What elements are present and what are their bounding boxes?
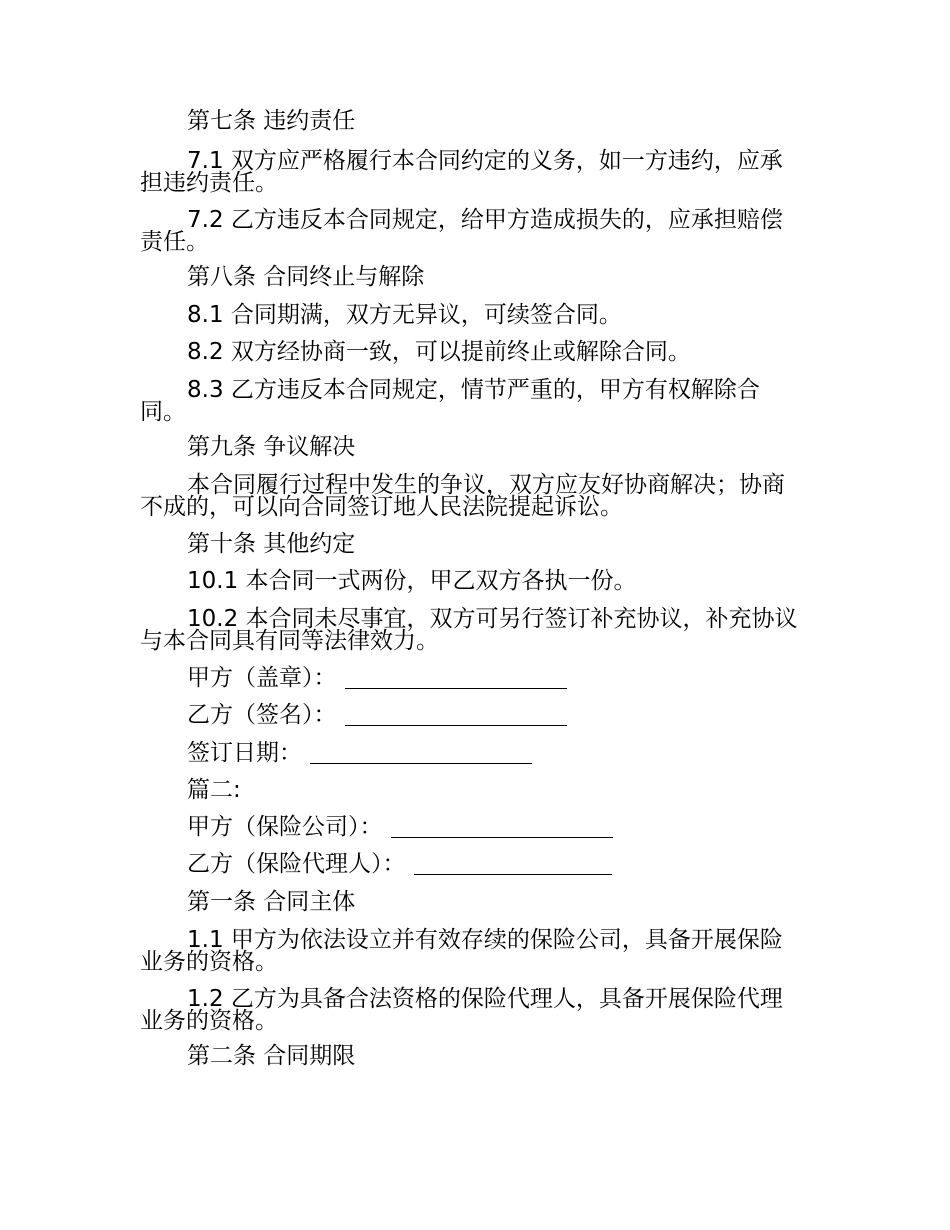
- clause-8-1: 8.1 合同期满，双方无异议，可续签合同。: [187, 302, 622, 328]
- clause-1-title: 第一条 合同主体: [187, 889, 356, 915]
- party-b-sign-line: [140, 704, 805, 726]
- party-b-sign-label: 乙方（签名）：: [187, 702, 337, 728]
- article-8-title: 第八条 合同终止与解除: [187, 264, 425, 290]
- clause-2-title: 第二条 合同期限: [187, 1043, 356, 1069]
- sign-date-label: 签订日期：: [187, 740, 302, 766]
- clause-7-2: 7.2 乙方违反本合同规定，给甲方造成损失的，应承担赔偿责任。: [140, 207, 783, 255]
- party-a-seal-line: [140, 667, 805, 689]
- sign-date-blank: [310, 743, 532, 764]
- agent-blank: [414, 854, 612, 875]
- dispute-resolution-text: 本合同履行过程中发生的争议，双方应友好协商解决；协商不成的，可以向合同签订地人民法院提起诉讼。: [140, 472, 785, 520]
- clause-1-2: 1.2 乙方为具备合法资格的保险代理人，具备开展保险代理业务的资格。: [140, 986, 783, 1034]
- article-9-title: 第九条 争议解决: [187, 434, 356, 460]
- sign-date-line: [140, 742, 805, 764]
- clause-8-3: 8.3 乙方违反本合同规定，情节严重的，甲方有权解除合同。: [140, 377, 760, 425]
- clause-1-1: 1.1 甲方为依法设立并有效存续的保险公司，具备开展保险业务的资格。: [140, 927, 783, 975]
- party-b-sign-blank: [345, 705, 567, 726]
- insurer-blank: [391, 817, 613, 838]
- agent-line: [140, 853, 805, 875]
- clause-10-1: 10.1 本合同一式两份，甲乙双方各执一份。: [187, 568, 637, 594]
- clause-10-2: 10.2 本合同未尽事宜，双方可另行签订补充协议，补充协议与本合同具有同等法律效力。: [140, 606, 798, 654]
- party-a-seal-blank: [345, 668, 567, 689]
- party-a-seal-label: 甲方（盖章）：: [187, 665, 337, 691]
- clause-7-1: 7.1 双方应严格履行本合同约定的义务，如一方违约，应承担违约责任。: [140, 148, 783, 196]
- agent-label: 乙方（保险代理人）：: [187, 851, 406, 877]
- insurer-label: 甲方（保险公司）：: [187, 814, 383, 840]
- section-two-heading: 篇二:: [187, 777, 241, 803]
- article-10-title: 第十条 其他约定: [187, 531, 356, 557]
- clause-8-2: 8.2 双方经协商一致，可以提前终止或解除合同。: [187, 339, 691, 365]
- insurer-line: [140, 816, 805, 838]
- article-7-title: 第七条 违约责任: [187, 108, 356, 134]
